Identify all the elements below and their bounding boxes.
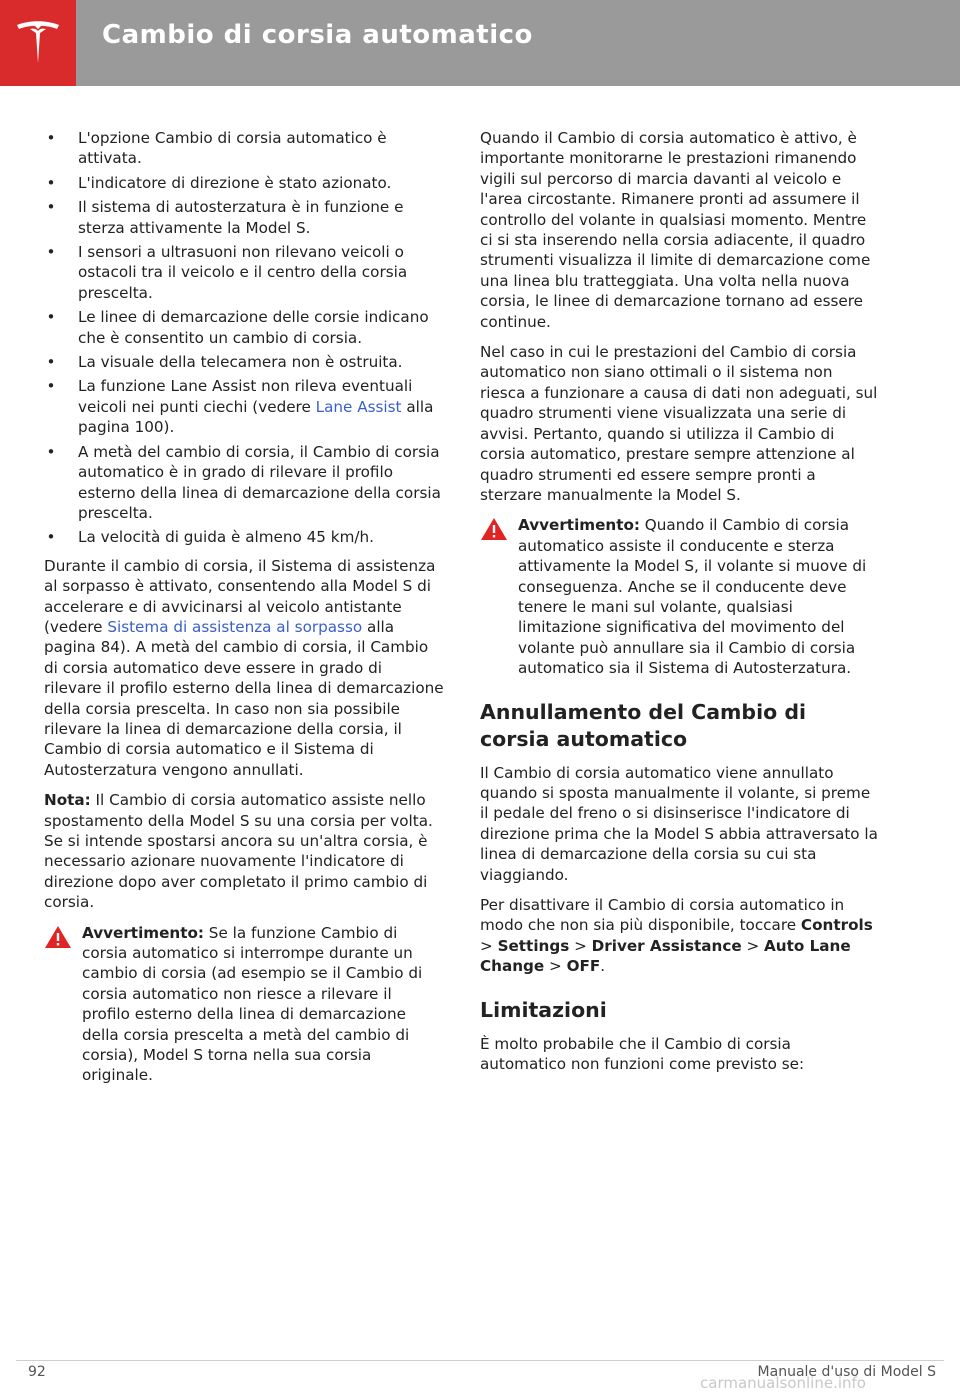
limitations-paragraph: È molto probabile che il Cambio di corsia automatico non funzioni come previsto se: [480, 1034, 805, 1074]
lane-assist-link[interactable]: Lane Assist [315, 397, 402, 416]
warning-block: Avvertimento: Quando il Cambio di corsia automatico assiste il conducente e sterza attivamente la Model S, il volante si muove di conseguenza. Anche se il conducente deve tenere le mani sul volante, qualsiasi limitazione significativa del movimento del volante può annullare sia il Cambio di corsia automatico sia il Sistema di Autosterzatura. [480, 515, 880, 678]
list-item: • Le linee di demarcazione delle corsie indicano che è consentito un cambio di corsia. [46, 308, 429, 347]
page-number: 92 [28, 1364, 46, 1380]
overtake-paragraph: Durante il cambio di corsia, il Sistema di assistenza al sorpasso è attivato, consentendo alla Model S di accelerare e di avvicinarsi al veicolo antistante (vedere Sistema di assistenza al sorpasso alla pagina 84). A metà del cambio di corsia, il Cambio di corsia automatico deve essere in grado di rilevare il profilo esterno della linea di demarcazione della corsia prescelta. In caso non sia possibile rilevare la linea di demarcazione della corsia, il Cambio di corsia automatico e il Sistema di Autosterzatura vengono annullati. [44, 556, 444, 779]
footer-divider [16, 1360, 944, 1361]
tesla-logo-icon [13, 17, 63, 67]
warning-icon [44, 925, 72, 949]
page-title: Cambio di corsia automatico [102, 20, 533, 50]
list-item: • I sensori a ultrasuoni non rilevano veicoli o ostacoli tra il veicolo e il centro della corsia prescelta. [46, 243, 408, 302]
warning-block: Avvertimento: Se la funzione Cambio di corsia automatico si interrompe durante un cambio di corsia (ad esempio se il Cambio di corsia automatico non riesce a rilevare il profilo esterno della linea di demarcazione della corsia prescelta a metà del cambio di corsia), Model S torna nella sua corsia originale. [44, 923, 444, 1086]
cancel-heading: Annullamento del Cambio di corsia automatico [480, 699, 807, 751]
warning-label: Avvertimento: [82, 923, 204, 942]
watermark: carmanualsonline.info [700, 1374, 866, 1392]
cancel-paragraph: Il Cambio di corsia automatico viene annullato quando si sposta manualmente il volante, si preme il pedale del freno o si disinserisce l'indicatore di direzione prima che la Model S abbia attraversato la linea di demarcazione della corsia su cui sta viaggiando. [480, 763, 878, 884]
list-item: • La funzione Lane Assist non rileva eventuali veicoli nei punti ciechi (vedere Lane Assist alla pagina 100). [46, 377, 434, 437]
monitoring-paragraph: Quando il Cambio di corsia automatico è attivo, è importante monitorarne le prestazioni rimanendo vigili sul percorso di marcia davanti al veicolo e l'area circostante. Rimanere pronti ad assumere il controllo del volante in qualsiasi momento. Mentre ci si sta inserendo nella corsia adiacente, il quadro strumenti visualizza il limite di demarcazione come una linea blu tratteggiata. Una volta nella nuova corsia, le linee di demarcazione tornano ad essere continue. [480, 129, 871, 331]
page-header [0, 0, 960, 86]
list-item: • L'opzione Cambio di corsia automatico è attivata. [46, 129, 387, 168]
alerts-paragraph: Nel caso in cui le prestazioni del Cambio di corsia automatico non siano ottimali o il sistema non riesca a funzionare a causa di dati non adeguati, sul quadro strumenti viene visualizzata una serie di avvisi. Pertanto, quando si utilizza il Cambio di corsia automatico, prestare sempre attenzione al quadro strumenti ed essere sempre pronti a sterzare manualmente la Model S. [480, 343, 878, 504]
right-column [480, 128, 880, 1084]
overtake-assist-link[interactable]: Sistema di assistenza al sorpasso [107, 617, 363, 636]
manual-name: Manuale d'uso di Model S [757, 1364, 936, 1380]
list-item: • La visuale della telecamera non è ostruita. [46, 353, 403, 372]
brand-logo-box [0, 0, 76, 86]
list-item: • L'indicatore di direzione è stato azionato. [46, 173, 392, 192]
list-item: • Il sistema di autosterzatura è in funzione e sterza attivamente la Model S. [46, 198, 404, 237]
warning-label: Avvertimento: [518, 516, 640, 535]
list-item: • A metà del cambio di corsia, il Cambio di corsia automatico è in grado di rilevare il profilo esterno della linea di demarcazione della corsia prescelta. [46, 442, 441, 522]
warning-icon [480, 517, 508, 541]
list-item: • La velocità di guida è almeno 45 km/h. [46, 528, 374, 547]
note-paragraph: Nota: Il Cambio di corsia automatico assiste nello spostamento della Model S su una corsia per volta. Se si intende spostarsi ancora su un'altra corsia, è necessario azionare nuovamente l'indicatore di direzione dopo aver completato il primo cambio di corsia. [44, 791, 433, 912]
limitations-heading: Limitazioni [480, 997, 607, 1022]
note-label: Nota: [44, 791, 91, 810]
left-column [44, 128, 444, 1096]
disable-paragraph: Per disattivare il Cambio di corsia automatico in modo che non sia più disponibile, toccare Controls > Settings > Driver Assistance > Auto Lane Change > OFF. [480, 896, 873, 976]
conditions-list [44, 128, 444, 548]
